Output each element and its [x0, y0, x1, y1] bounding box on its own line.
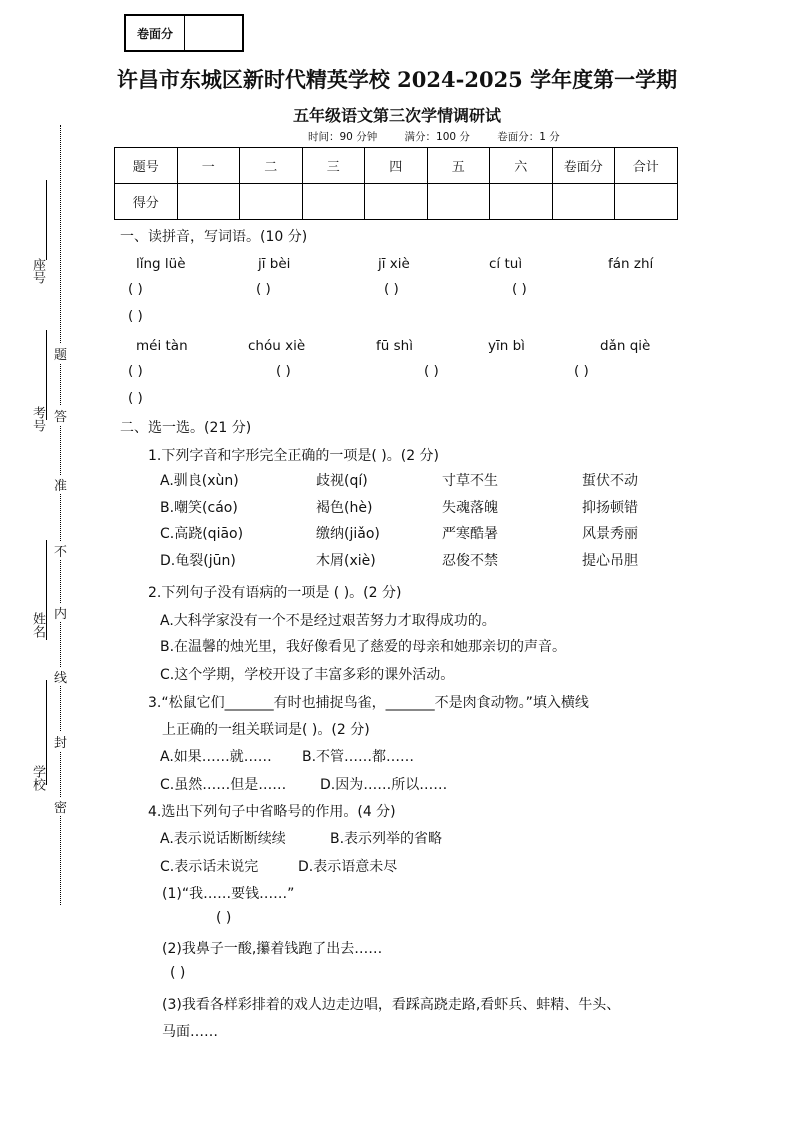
pinyin-item: dǎn qiè	[600, 338, 651, 354]
pinyin-item: fán zhí	[608, 256, 654, 272]
q1-option: 蜇伏不动	[582, 473, 638, 489]
score-entry-cell[interactable]	[240, 184, 303, 220]
q4-option: B.表示列举的省略	[330, 831, 443, 847]
q3-stem: 3.“松鼠它们_______有时也捕捉鸟雀，_______不是肉食动物。”填入横线	[148, 695, 589, 711]
answer-blank[interactable]: ( )	[128, 363, 143, 379]
q2-option: C.这个学期，学校开设了丰富多彩的课外活动。	[160, 667, 455, 683]
seat-label: 座号	[30, 258, 45, 284]
q2-option: B.在温馨的烛光里，我好像看见了慈爱的母亲和她那亲切的声音。	[160, 639, 567, 655]
q3-option: B.不管……都……	[302, 749, 415, 765]
score-entry-cell[interactable]	[490, 184, 553, 220]
q1-option: 严寒酷暑	[442, 526, 498, 542]
q1-option: A.驯良(xùn)	[160, 473, 239, 489]
name-label: 姓名	[30, 612, 45, 638]
q4-sentence-3-continued: 马面……	[162, 1024, 218, 1040]
q4-option: C.表示话未说完	[160, 859, 259, 875]
table-cell: 五	[427, 148, 490, 184]
score-entry-cell[interactable]	[365, 184, 428, 220]
answer-blank[interactable]: ( )	[170, 965, 186, 981]
table-cell: 三	[302, 148, 365, 184]
answer-blank[interactable]: ( )	[574, 363, 589, 379]
q3-option: A.如果……就……	[160, 749, 272, 765]
table-cell: 一	[177, 148, 240, 184]
binding-dotted-line	[60, 125, 61, 905]
score-entry-cell[interactable]	[615, 184, 678, 220]
q1-option: B.嘲笑(cáo)	[160, 500, 238, 516]
q3-stem-continued: 上正确的一组关联词是( )。(2 分)	[162, 722, 370, 738]
page-subtitle: 五年级语文第三次学情调研试	[292, 106, 501, 125]
q1-option: 寸草不生	[442, 473, 498, 489]
exam-time: 时间：90 分钟	[308, 131, 378, 143]
score-entry-cell[interactable]	[552, 184, 615, 220]
q1-option: 缴纳(jiǎo)	[316, 526, 380, 542]
score-box-field[interactable]	[185, 16, 242, 50]
q4-sentence-3: (3)我看各样彩排着的戏人边走边唱，看踩高跷走路,看虾兵、蚌精、牛头、	[162, 997, 621, 1013]
score-entry-cell[interactable]	[427, 184, 490, 220]
exam-full-score: 满分：100 分	[404, 131, 470, 143]
section2-heading: 二、选一选。(21 分)	[120, 420, 252, 436]
pinyin-item: fū shì	[376, 338, 413, 354]
seal-char-zhun: 准	[54, 475, 67, 494]
seat-underline	[46, 180, 47, 260]
q2-stem: 2.下列句子没有语病的一项是 ( )。(2 分)	[148, 585, 402, 601]
q1-option: 木屑(xiè)	[316, 553, 376, 569]
pinyin-item: jī xiè	[378, 256, 410, 272]
answer-blank[interactable]: ( )	[216, 910, 232, 926]
answer-blank[interactable]: ( )	[424, 363, 439, 379]
q3-option: C.虽然……但是……	[160, 777, 287, 793]
score-table-header-row	[115, 148, 678, 184]
table-cell: 卷面分	[552, 148, 615, 184]
pinyin-item: cí tuì	[489, 256, 523, 272]
score-table	[114, 147, 678, 220]
answer-blank[interactable]: ( )	[512, 281, 527, 297]
seal-char-feng: 封	[54, 732, 67, 751]
seal-char-mi: 密	[54, 797, 67, 816]
seal-char-ti: 题	[54, 344, 67, 363]
score-entry-cell[interactable]	[177, 184, 240, 220]
seal-char-nei: 内	[54, 603, 67, 622]
table-cell: 六	[490, 148, 553, 184]
exam-meta	[308, 129, 584, 144]
q4-option: A.表示说话断断续续	[160, 831, 286, 847]
pinyin-item: lǐng lüè	[136, 256, 186, 272]
seal-char-xian: 线	[54, 667, 67, 686]
pinyin-item: jī bèi	[258, 256, 291, 272]
answer-blank[interactable]: ( )	[128, 390, 143, 406]
q1-option: D.龟裂(jūn)	[160, 553, 236, 569]
q3-option: D.因为……所以……	[320, 777, 448, 793]
q1-option: 忍俊不禁	[442, 553, 498, 569]
pinyin-item: méi tàn	[136, 338, 188, 354]
exam-neat-score: 卷面分：1 分	[497, 131, 560, 143]
q4-stem: 4.选出下列句子中省略号的作用。(4 分)	[148, 804, 396, 820]
exam-no-label: 考号	[30, 406, 45, 432]
table-cell: 题号	[115, 148, 178, 184]
pinyin-item: chóu xiè	[248, 338, 306, 354]
table-cell: 二	[240, 148, 303, 184]
seal-char-bu: 不	[54, 541, 67, 560]
answer-blank[interactable]: ( )	[256, 281, 271, 297]
score-box	[124, 14, 244, 52]
q1-option: 褐色(hè)	[316, 500, 373, 516]
answer-blank[interactable]: ( )	[276, 363, 291, 379]
score-table-score-row	[115, 184, 678, 220]
q1-option: 风景秀丽	[582, 526, 638, 542]
score-entry-cell[interactable]	[302, 184, 365, 220]
q1-stem: 1.下列字音和字形完全正确的一项是( )。(2 分)	[148, 448, 440, 464]
q4-option: D.表示语意未尽	[298, 859, 398, 875]
school-label: 学校	[30, 765, 45, 791]
table-cell: 合计	[615, 148, 678, 184]
q1-option: 提心吊胆	[582, 553, 638, 569]
section1-heading: 一、读拼音，写词语。(10 分)	[120, 229, 308, 245]
q2-option: A.大科学家没有一个不是经过艰苦努力才取得成功的。	[160, 613, 496, 629]
score-box-label: 卷面分	[126, 16, 185, 50]
seal-char-da: 答	[54, 406, 67, 425]
q1-option: C.高跷(qiāo)	[160, 526, 244, 542]
q1-option: 抑扬顿错	[582, 500, 638, 516]
q1-option: 失魂落魄	[442, 500, 498, 516]
answer-blank[interactable]: ( )	[128, 308, 143, 324]
q4-sentence-2: (2)我鼻子一酸,攥着钱跑了出去……	[162, 941, 383, 957]
table-cell: 四	[365, 148, 428, 184]
table-cell: 得分	[115, 184, 178, 220]
answer-blank[interactable]: ( )	[128, 281, 143, 297]
pinyin-item: yīn bì	[488, 338, 525, 354]
q1-option: 歧视(qí)	[316, 473, 368, 489]
q4-sentence-1: (1)“我……要钱……”	[162, 886, 295, 902]
page-title: 许昌市东城区新时代精英学校 2024-2025 学年度第一学期	[116, 67, 678, 92]
answer-blank[interactable]: ( )	[384, 281, 399, 297]
